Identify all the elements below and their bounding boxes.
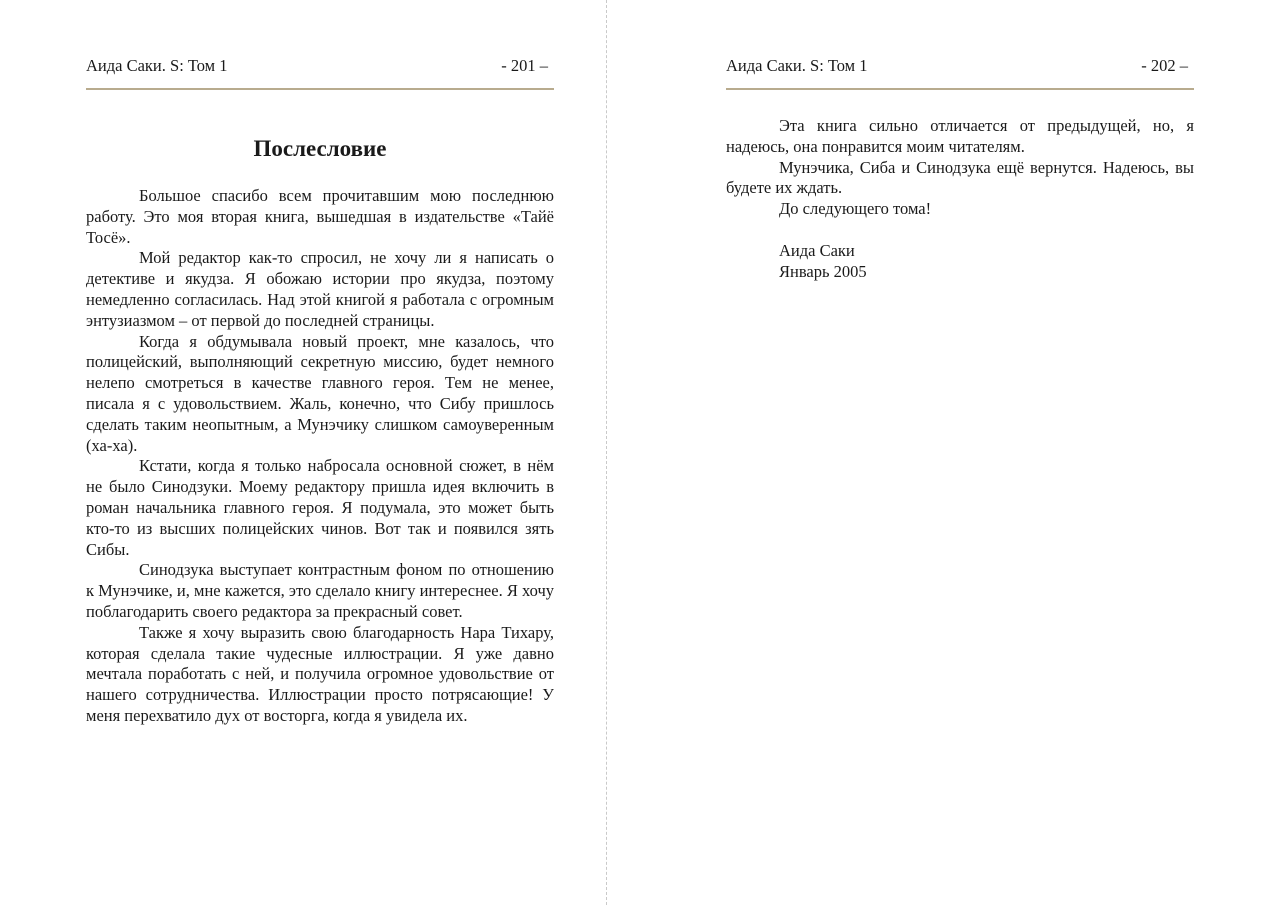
paragraph: Когда я обдумывала новый проект, мне казалось, что полицейский, выполняющий секретную миссию, будет немного нелепо смотреться в качестве главного героя. Тем не менее, писала я с удовольствием. Жаль, конечно, что Сибу пришлось сделать таким неопытным, а Мунэчику слишком самоуверенным (ха-ха). — [86, 331, 554, 455]
author-signature — [726, 241, 1194, 283]
page-number: - 202 – — [1141, 56, 1188, 75]
paragraph: Также я хочу выразить свою благодарность Нара Тихару, которая сделала такие чудесные иллюстрации. Я уже давно мечтала поработать с ней, и получила огромное удовольствие от нашего сотрудничества. Иллюстрации просто потрясающие! У меня перехватило дух от восторга, когда я увидела их. — [86, 622, 554, 725]
paragraph: Кстати, когда я только набросала основной сюжет, в нём не было Синодзуки. Моему редактору пришла идея включить в роман начальника главного героя. Я подумала, это может быть кто-то из высших полицейских чинов. Вот так и появился зять Сибы. — [86, 456, 554, 559]
paragraph: Большое спасибо всем прочитавшим мою последнюю работу. Это моя вторая книга, вышедшая в издательстве «Тайё Тосё». — [86, 186, 554, 247]
signature-date: Январь 2005 — [779, 261, 867, 281]
body-text — [726, 116, 1194, 282]
paragraph: Мунэчика, Сиба и Синодзука ещё вернутся. Надеюсь, вы будете их ждать. — [726, 157, 1194, 198]
running-head — [86, 55, 554, 77]
header-rule — [86, 88, 554, 90]
page-number: - 201 – — [501, 56, 548, 75]
running-title: Аида Саки. S: Том 1 — [86, 56, 228, 75]
page-gutter-divider — [606, 0, 607, 905]
running-title: Аида Саки. S: Том 1 — [726, 56, 868, 75]
paragraph: До следующего тома! — [779, 199, 932, 219]
paragraph: Мой редактор как-то спросил, не хочу ли я написать о детективе и якудза. Я обожаю истории про якудза, поэтому немедленно согласилась. Над этой книгой я работала с огромным энтузиазмом – от первой до последней страницы. — [86, 248, 554, 330]
header-rule — [726, 88, 1194, 90]
running-head — [726, 55, 1194, 77]
chapter-title: Послесловие — [253, 136, 387, 161]
body-text — [86, 186, 554, 727]
signature-name: Аида Саки — [779, 240, 855, 260]
paragraph: Эта книга сильно отличается от предыдущей, но, я надеюсь, она понравится моим читателям. — [726, 116, 1194, 156]
paragraph: Синодзука выступает контрастным фоном по отношению к Мунэчике, и, мне кажется, это сделало книгу интереснее. Я хочу поблагодарить своего редактора за прекрасный совет. — [86, 560, 554, 621]
